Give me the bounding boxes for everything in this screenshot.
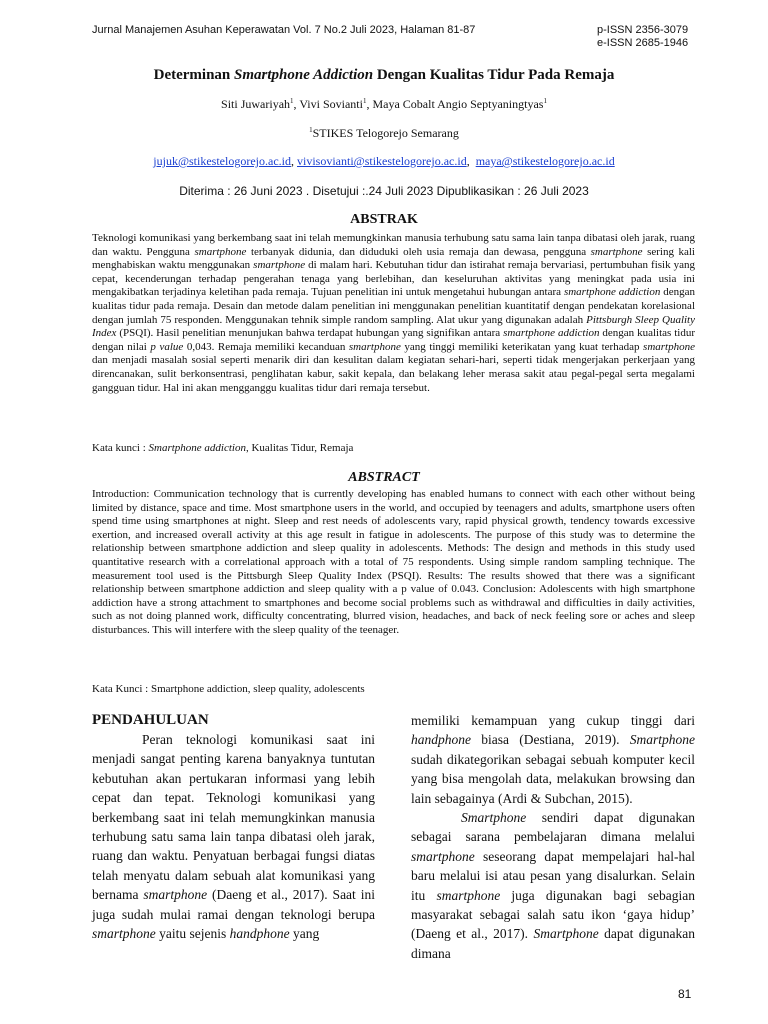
abstract-body: Introduction: Communication technology that is currently developing has enabled humans to connect with each other without being limited by distance, space and time. Most smartphone users in the world, and occupied by teenagers and adults, smartphone users often spend time using smartphones at night. Sleep and rest needs of adolescents vary, rapid physical growth, tendency towards excessive exertion, and increased overall activity at this age result in fatigue in adolescents. The purpose of this study was to determine the relationship between smartphone addiction and sleep quality in adolescents. Methods: The design and methods in this study used quantitative research with a correlational approach with a total of 75 respondents. Using simple random sampling technique. The measurement tool used is the Pittsburgh Sleep Quality Index (PSQI). Results: The results showed that there was a significant relationship between smartphone addiction and sleep quality with a p value of 0.043. Conclusion: Adolescents with high smartphone addiction have a strong attachment to smartphones and become social problems such as withdrawal and difficulties in daily activities, such as not doing planned work, difficulty concentrating, blurred vision, headaches, and back of neck feeling sore or aches and sleep disturbances. This will interfere with the sleep quality of the teenager. bbox=[92, 488, 695, 636]
journal-header: Jurnal Manajemen Asuhan Keperawatan Vol. 7 No.2 Juli 2023, Halaman 81-87 bbox=[92, 24, 476, 36]
intro-paragraph-1-cont: memiliki kemampuan yang cukup tinggi dari handphone biasa (Destiana, 2019). Smartphone sudah dikategorikan sebagai sebuah komputer kecil yang bisa mengolah data, melakukan browsing dan lain sebagainya (Ardi & Subchan, 2015). bbox=[411, 713, 695, 806]
p-issn: p-ISSN 2356-3079 bbox=[597, 24, 689, 36]
paper-title: Determinan Smartphone Addiction Dengan Kualitas Tidur Pada Remaja bbox=[153, 67, 615, 83]
abstrak-heading: ABSTRAK bbox=[350, 212, 418, 227]
intro-left-column bbox=[92, 711, 375, 943]
page-number: 81 bbox=[678, 987, 692, 1001]
affiliation: $^1$STIKES Telogorejo Semarang bbox=[309, 126, 459, 140]
abstract-heading: ABSTRACT bbox=[348, 470, 420, 485]
author-emails: jujuk@stikestelogorejo.ac.id, vivisovianti@stikestelogorejo.ac.id, maya@stikestelogorejo.ac.id bbox=[153, 154, 615, 168]
kata-kunci: Kata kunci : Smartphone addiction, Kualitas Tidur, Remaja bbox=[92, 442, 354, 454]
e-issn: e-ISSN 2685-1946 bbox=[597, 37, 689, 49]
intro-paragraph-2: Smartphone sendiri dapat digunakan sebagai sarana pembelajaran dimana melalui smartphone seseorang dapat mempelajari hal-hal baru melalui isi atau pesan yang disalurkan. Selain itu smartphone juga digunakan bagi sebagian masyarakat sebagai salah satu ikon ‘gaya hidup’ (Daeng et al., 2017). Smartphone dapat digunakan dimana bbox=[411, 810, 695, 961]
issn-block bbox=[597, 24, 688, 50]
email-link-1[interactable]: jujuk@stikestelogorejo.ac.id bbox=[153, 154, 291, 168]
intro-right-column bbox=[411, 711, 695, 963]
intro-paragraph-1: Peran teknologi komunikasi saat ini menjadi sangat penting karena banyaknya tuntutan kebutuhan akan pertukaran informasi yang lebih cepat dan tepat. Teknologi komunikasi yang berkembang saat ini telah memungkinkan manusia terhubung satu sama lain tanpa dibatasi oleh jarak, ruang dan waktu. Penyatuan berbagai fungsi diatas telah menyatu dalam sebuah alat komunikasi yang bernama smartphone (Daeng et al., 2017). Saat ini juga sudah mulai ramai dengan teknologi berupa smartphone yaitu sejenis handphone yang bbox=[92, 732, 375, 942]
email-link-3[interactable]: maya@stikestelogorejo.ac.id bbox=[475, 154, 615, 168]
abstrak-body: Teknologi komunikasi yang berkembang saat ini telah memungkinkan manusia terhubung satu sama lain tanpa dibatasi oleh jarak, ruang dan waktu. Pengguna smartphone terbanyak didunia, dan diduduki oleh usia remaja dan dewasa, pengguna smartphone sering kali menghabiskan waktu menggunakan smartphone di malam hari. Kebutuhan tidur dan istirahat remaja bervariasi, pertumbuhan fisik yang cepat, kecenderungan terhadap pengerahan tenaga yang berlebihan, dan keseluruhan aktivitas yang meningkat pada usia ini mengakibatkan terjadinya keletihan pada remaja. Tujuan penelitian ini untuk mengetahui hubungan antara smartphone addiction dengan kualitas tidur pada remaja. Desain dan metode dalam penelitian ini menggunakan penelitian kuantitatif dengan pendekatan korelasional dengan jumlah 75 responden. Menggunakan tehnik simple random sampling. Alat ukur yang digunakan adalah Pittsburgh Sleep Quality Index (PSQI). Hasil penelitian menunjukan bahwa terdapat hubungan yang signifikan antara smartphone addiction dengan kualitas tidur dengan nilai p value 0,043. Remaja memiliki kecanduan smartphone yang tinggi memiliki keterikatan yang kuat terhadap smartphone dan menjadi masalah sosial seperti menarik diri dan kesulitan dalam kegiatan sehari-hari, seperti tidak mengerjakan perkerjaan yang direncanakan, sulit berkonsentrasi, penglihatan kabur, sakit kepala, dan belakang leher merasa sakit atau pegal-pegal serta megalami gangguan tidur. Hal ini akan mengganggu kualitas tidur dari remaja tersebut. bbox=[92, 232, 696, 394]
authors: Siti Juwariyah$^1$, Vivi Sovianti$^1$, Maya Cobalt Angio Septyaningtyas$^1$ bbox=[221, 97, 547, 111]
pendahuluan-heading: PENDAHULUAN bbox=[92, 712, 209, 728]
email-link-2[interactable]: vivisovianti@stikestelogorejo.ac.id bbox=[297, 154, 467, 168]
keywords-en: Kata Kunci : Smartphone addiction, sleep quality, adolescents bbox=[92, 683, 365, 695]
publication-dates: Diterima : 26 Juni 2023 . Disetujui :.24 Juli 2023 Dipublikasikan : 26 Juli 2023 bbox=[179, 184, 589, 198]
